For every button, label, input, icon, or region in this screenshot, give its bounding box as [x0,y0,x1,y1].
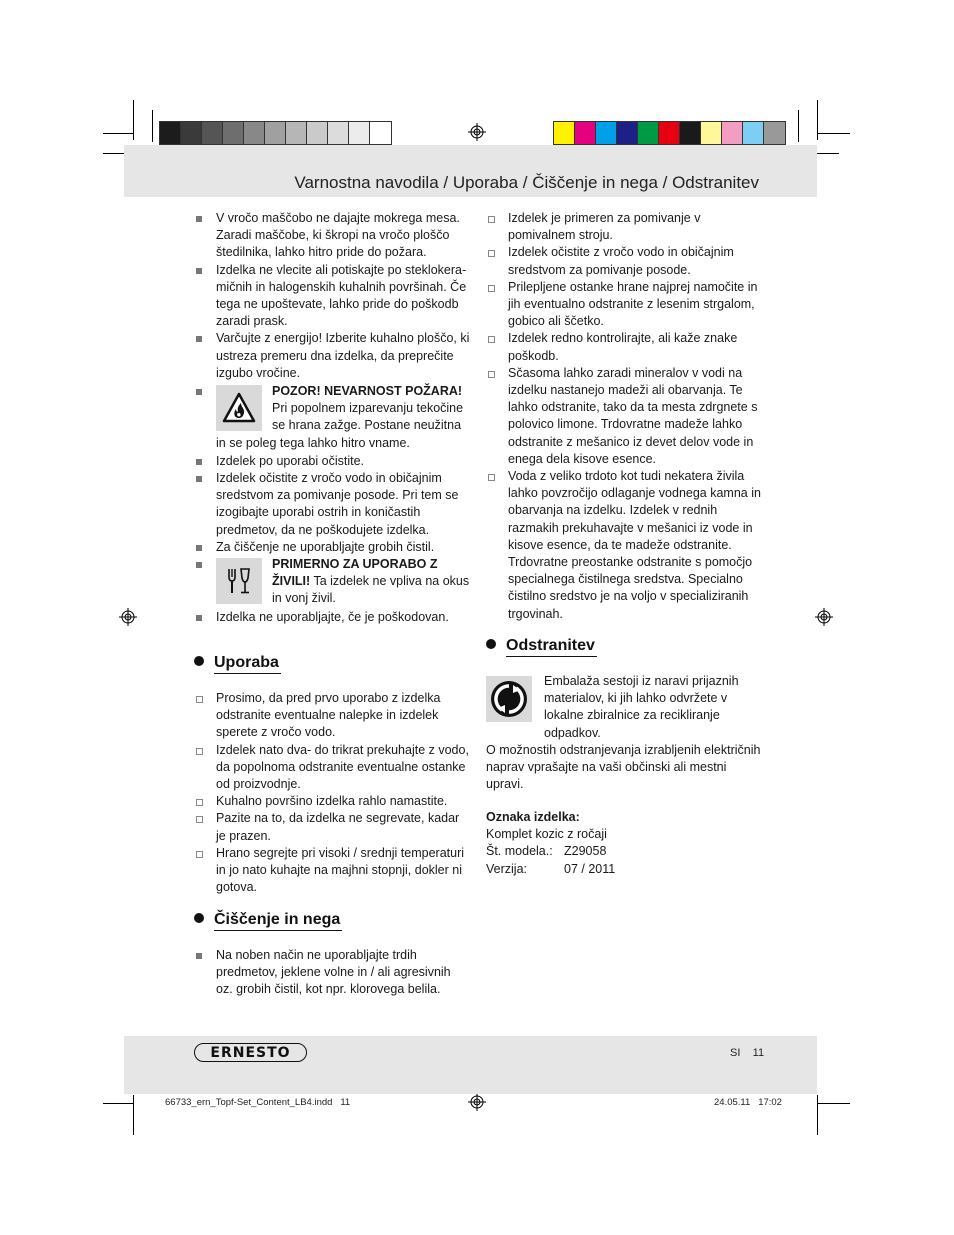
gray-color-bar [159,121,392,145]
food-safe-note [194,556,470,608]
crop-mark [798,110,799,142]
crop-mark [817,1095,818,1135]
list-item [194,210,470,262]
bullet [196,748,203,755]
color-swatch [223,122,244,144]
ernesto-logo [194,1043,307,1062]
model-value: Z29058 [564,844,607,859]
list-item-text: Prosimo, da pred prvo uporabo z izdelka odstranite eventualne nalepke in izdelek sperete z vročo vodo. [216,691,441,740]
cleaning-list [486,210,764,623]
recycle-text: Embalaža sestoji iz naravi prijaznih materialov, ki jih lahko odvržete v lokalne zbiralnice za recikliranje odpadkov. [544,674,739,740]
list-item-text: Pazite na to, da izdelka ne segrevate, kadar je prazen. [216,811,460,843]
page-number [730,1047,764,1059]
bullet [196,389,202,395]
crop-mark [818,133,850,134]
crop-mark [103,1103,133,1104]
list-item [194,845,470,897]
bullet [488,216,495,223]
uporaba-list [194,690,470,896]
list-item-text: V vročo maščobo ne dajajte mokrega mesa. Zaradi maščobe, ki škropi na vročo ploščo štedilnika, lahko hitro pride do požara. [216,211,460,260]
list-item-text: Hrano segrejte pri visoki / srednji temperaturi in jo nato kuhajte na majhni stopnji, dokler ni gotova. [216,845,465,895]
page-title: Varnostna navodila / Uporaba / Čiščenje in nega / Odstranitev [294,173,759,192]
list-item [194,947,470,999]
crop-mark [152,110,153,142]
bullet [196,336,202,342]
process-color-bar [553,121,786,145]
bullet [196,216,202,222]
fire-warning-title: POZOR! NEVARNOST POŽARA! [272,384,463,399]
list-item [486,279,764,331]
list-item-text: Prilepljene ostanke hrane najprej namočite in jih eventualno odstranite z lesenim strgalom, gobico ali ščetko. [508,279,758,329]
color-swatch [575,122,596,144]
safety-list [194,210,470,382]
list-item-text: Izdelek nato dva- do trikrat prekuhajte z vodo, da popolnoma odstranite eventualne ostanke od proizvodnje. [216,742,469,792]
color-swatch [764,122,785,144]
model-key: Št. modela.: [486,844,553,859]
registration-mark-icon [468,1093,486,1111]
crop-mark [133,100,134,140]
bullet [196,816,203,823]
bullet [196,851,203,858]
print-datetime: 24.05.11 17:02 [714,1097,782,1108]
version-value: 07 / 2011 [564,861,616,876]
brand-name: ERNESTO [210,1044,291,1061]
language-code: SI [730,1047,741,1059]
bullet [196,615,202,621]
list-item [194,453,470,470]
product-label: Oznaka izdelka: [486,810,580,824]
list-item [194,470,470,539]
color-swatch [328,122,349,144]
crop-mark [817,153,839,154]
food-note-text: Ta izdelek ne vpliva na okus in vonj živil. [272,574,470,606]
list-item-text: Izdelek je primeren za pomivanje v pomivalnem stroju. [508,211,701,243]
crop-mark [818,1103,850,1104]
bullet [488,371,495,378]
color-swatch [244,122,265,144]
list-item [194,539,470,556]
list-item [486,330,764,364]
recycling-symbol [486,676,532,722]
list-item [194,742,470,794]
color-swatch [722,122,743,144]
section-heading-odstranitev: Odstranitev [486,637,597,655]
color-swatch [160,122,181,144]
list-item-text: Za čiščenje ne uporabljajte grobih čistil. [216,539,435,554]
list-item-text: Kuhalno površino izdelka rahlo namastite. [216,794,448,809]
bullet [196,562,202,568]
list-item [486,210,764,244]
color-swatch [286,122,307,144]
file-slug: 66733_ern_Topf-Set_Content_LB4.indd 11 [165,1097,351,1108]
list-item-text: Izdelka ne vlecite ali potiskajte po steklokera-mičnih in halogenskih kuhalnih površinah. Če tega ne upoštevate, lahko pride do poškodb zaradi prask. [216,262,467,329]
color-swatch [701,122,722,144]
bullet [196,545,202,551]
safety-list [194,609,470,626]
list-item-text: Izdelek očistite z vročo vodo in običajnim sredstvom za pomivanje posode. Pri tem se izogibajte uporabi ostrih in koničastih predmetov, da ne poškodujete izdelka. [216,471,459,537]
registration-mark-icon [468,123,486,141]
bullet [196,476,202,482]
fork-glass-icon [216,558,262,604]
bullet [488,250,495,257]
product-name: Komplet kozic z ročaji [486,827,607,842]
product-info [486,809,764,878]
list-item-text: Na noben način ne uporabljajte trdih predmetov, jeklene volne in / ali agresivnih oz. grobih čistil, kot npr. klorovega belila. [216,948,451,997]
bullet [196,953,202,959]
crop-mark [103,153,125,154]
color-swatch [554,122,575,144]
heading-dot-icon [194,656,204,666]
list-item [486,468,764,623]
color-swatch [680,122,701,144]
list-item-text: Izdelka ne uporabljajte, če je poškodovan. [216,609,449,624]
flame-warning-icon [216,385,262,431]
color-swatch [370,122,391,144]
color-swatch [596,122,617,144]
registration-mark-icon [119,608,137,626]
list-item [194,262,470,331]
fire-warning-text: Pri popolnem izparevanju tekočine se hrana zažge. Postane neužitna in se poleg tega lahko hitro vname. [216,401,464,450]
heading-dot-icon [194,913,204,923]
list-item [194,690,470,742]
list-item [194,330,470,382]
section-heading-ciscenje: Čiščenje in nega [194,911,342,929]
food-note-title: PRIMERNO ZA UPORABO Z ŽIVILI! [272,557,438,589]
color-swatch [265,122,286,144]
list-item-text: Voda z veliko trdoto kot tudi nekatera živila lahko povzročijo odlaganje vodnega kamna in obarvanja na izdelku. Izdelek v rednih razmakih prekuhavajte v mešanici iz vode in kisove esence, da te madeže odstranite. Trdovratne preostanke odstranite s pomočjo specialnega čistilnega sredstva. Specialno čistilno sredstvo je na voljo v specializiranih trgovinah. [508,469,761,621]
page-num: 11 [752,1047,765,1059]
version-key: Verzija: [486,861,527,876]
color-swatch [202,122,223,144]
color-swatch [617,122,638,144]
safety-list [194,453,470,556]
bullet [488,285,495,292]
color-swatch [638,122,659,144]
header-band [124,145,817,197]
crop-mark [133,1095,134,1135]
section-heading-uporaba: Uporaba [194,654,281,672]
heading-dot-icon [486,639,496,649]
bullet [196,799,203,806]
list-item [194,609,470,626]
list-item [486,365,764,468]
list-item [194,810,470,844]
crop-mark [817,100,818,140]
bullet [196,268,202,274]
left-column [194,210,470,626]
list-item-text: Varčujte z energijo! Izberite kuhalno ploščo, ki ustreza premeru dna izdelka, da preprečite izgubo vročine. [216,331,470,380]
bullet [488,336,495,343]
list-item [194,793,470,810]
list-item-text: Izdelek po uporabi očistite. [216,453,365,468]
bullet [196,696,203,703]
fire-warning [194,383,470,452]
green-dot-recycling-icon [490,680,528,718]
list-item-text: Izdelek očistite z vročo vodo in običajnim sredstvom za pomivanje posode. [508,245,734,277]
disposal-info: O možnostih odstranjevanja izrabljenih električnih naprav vprašajte na vaši občinski ali mestni upravi. [486,743,761,792]
bullet [196,459,202,465]
footer-band [124,1036,817,1094]
crop-mark [103,133,133,134]
color-swatch [743,122,764,144]
registration-mark-icon [815,608,833,626]
bullet [488,474,495,481]
ciscenje-list [194,947,470,999]
list-item [486,244,764,278]
color-swatch [349,122,370,144]
color-swatch [659,122,680,144]
list-item-text: Izdelek redno kontrolirajte, ali kaže znake poškodb. [508,331,738,363]
color-swatch [181,122,202,144]
list-item-text: Sčasoma lahko zaradi mineralov v vodi na izdelku nastanejo madeži ali obarvanja. Te lahko odstranite, tako da ta mesta zdrgnete s polovico limone. Trdovratne madeže lahko odstranite z mešanico iz devet delov vode in enega dela kisove esence. [508,365,758,466]
color-swatch [307,122,328,144]
